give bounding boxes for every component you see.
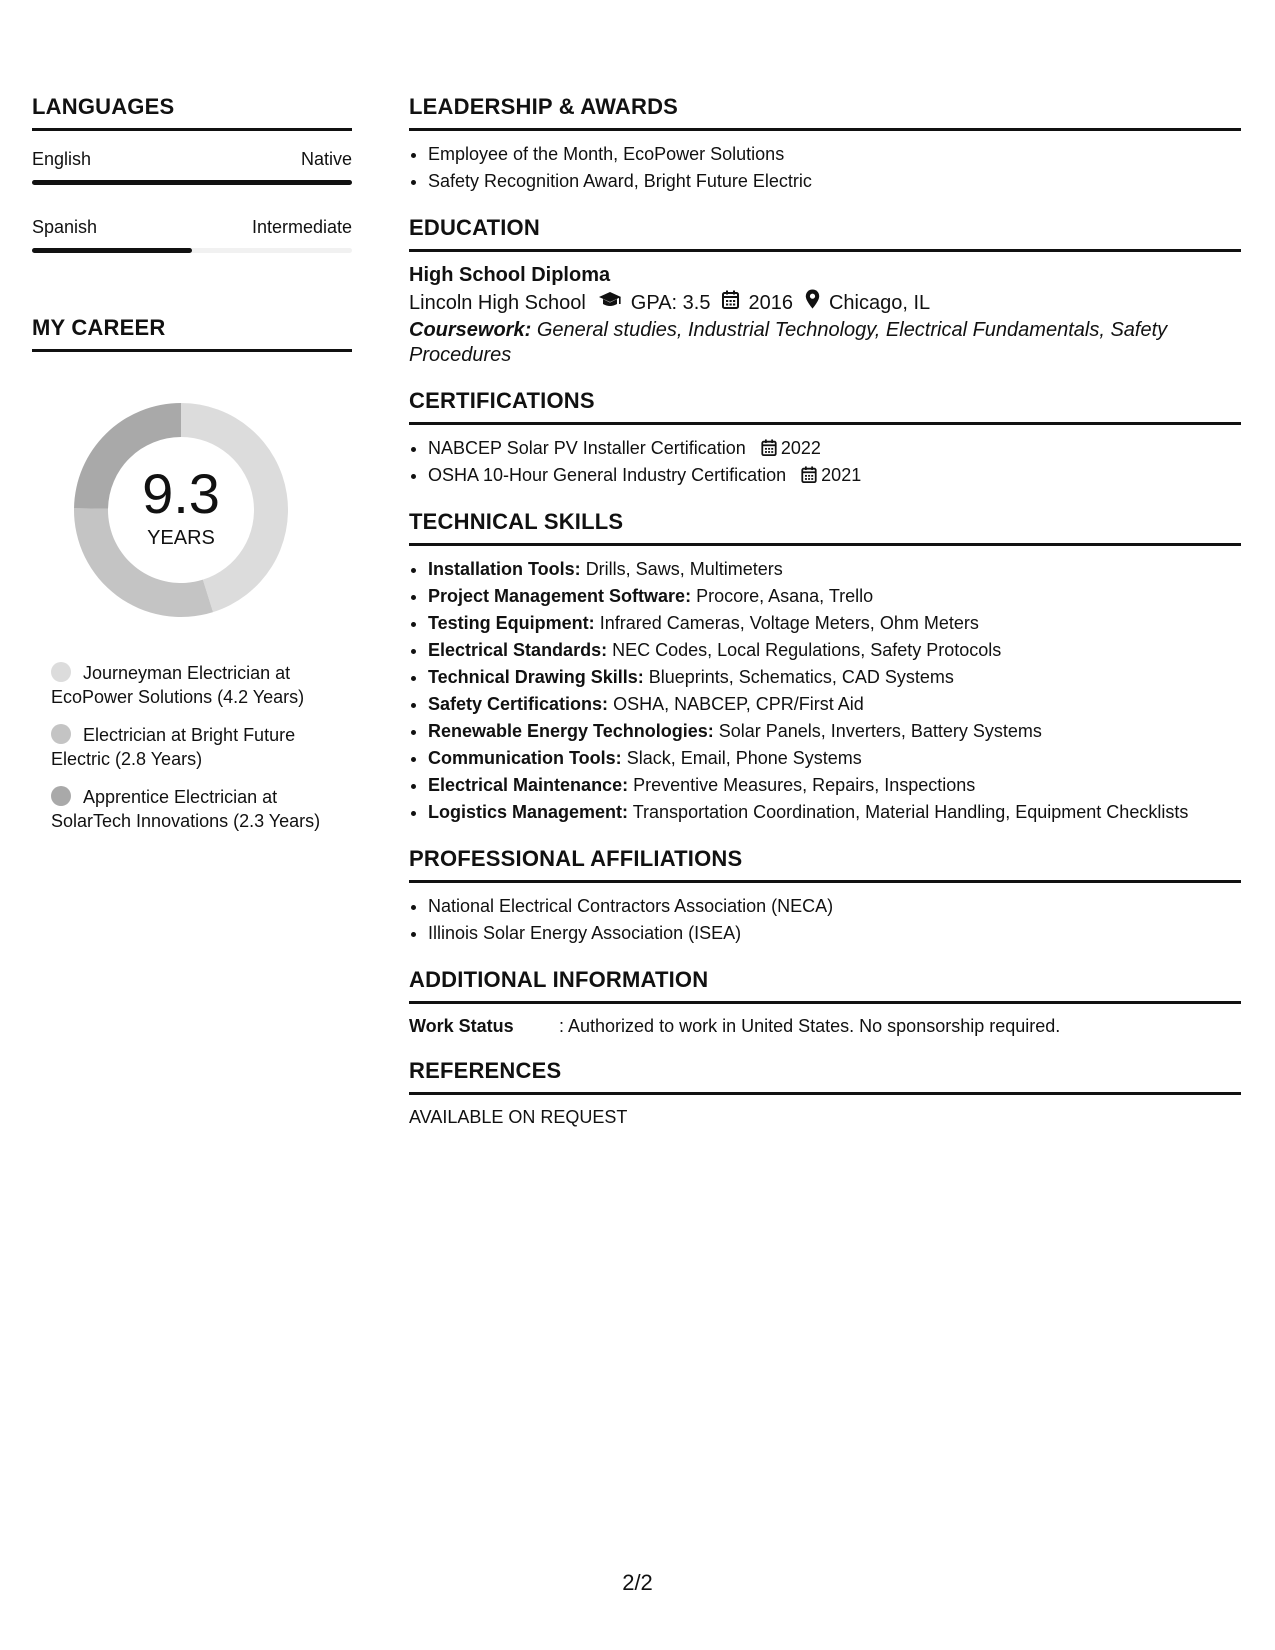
references-heading: REFERENCES: [409, 1058, 1241, 1095]
career-total-unit: YEARS: [147, 527, 215, 549]
skill-label: Logistics Management:: [428, 802, 629, 822]
skill-value: Slack, Email, Phone Systems: [626, 748, 862, 768]
language-proficiency-fill: [32, 180, 352, 185]
work-status-label: Work Status: [409, 1016, 514, 1036]
list-item: [428, 610, 1241, 637]
affiliations-heading: PROFESSIONAL AFFILIATIONS: [409, 846, 1241, 883]
legend-dot-icon: [51, 724, 71, 744]
certification-name: OSHA 10-Hour General Industry Certification: [428, 465, 787, 485]
list-item: [428, 718, 1241, 745]
language-proficiency-bar: [32, 180, 352, 185]
languages-list: [32, 147, 352, 253]
location-pin-icon: [805, 288, 820, 318]
graduation-cap-icon: [598, 288, 622, 318]
language-item: [32, 147, 352, 185]
additional-info-section: [409, 967, 1241, 1038]
list-item: [428, 462, 1241, 489]
certification-name: NABCEP Solar PV Installer Certification: [428, 438, 746, 458]
list-item: • Employee of the Month, EcoPower Solutions: [428, 141, 1241, 168]
career-legend-item: [51, 785, 331, 833]
list-item: [428, 772, 1241, 799]
languages-heading: LANGUAGES: [32, 94, 352, 131]
education-gpa: GPA: 3.5: [630, 292, 711, 314]
career-total-years: 9.3: [142, 462, 220, 525]
list-item: [428, 745, 1241, 772]
skill-value: Transportation Coordination, Material Handling, Equipment Checklists: [632, 802, 1189, 822]
additional-info-heading: ADDITIONAL INFORMATION: [409, 967, 1241, 1004]
calendar-icon: [801, 464, 817, 481]
list-item: [428, 637, 1241, 664]
certifications-heading: CERTIFICATIONS: [409, 388, 1241, 425]
skill-value: Procore, Asana, Trello: [696, 586, 874, 606]
education-coursework: [409, 318, 1241, 368]
list-item: • National Electrical Contractors Association (NECA): [428, 893, 1241, 920]
left-column: [32, 94, 352, 847]
education-heading: EDUCATION: [409, 215, 1241, 252]
calendar-icon: [722, 288, 739, 318]
education-section: [409, 215, 1241, 368]
leadership-heading: LEADERSHIP & AWARDS: [409, 94, 1241, 131]
coursework-text: General studies, Industrial Technology, Electrical Fundamentals, Safety Procedures: [409, 319, 1168, 366]
skill-label: Project Management Software:: [428, 586, 692, 606]
skill-label: Technical Drawing Skills:: [428, 667, 644, 687]
skills-heading: TECHNICAL SKILLS: [409, 509, 1241, 546]
certification-year: 2021: [821, 465, 862, 485]
language-level: Native: [300, 149, 352, 169]
skills-list: [409, 556, 1241, 826]
skill-label: Safety Certifications:: [428, 694, 609, 714]
career-job-label: Apprentice Electrician at SolarTech Innovations (2.3 Years): [51, 787, 321, 831]
right-column: [409, 94, 1241, 1149]
skill-label: Renewable Energy Technologies:: [428, 721, 714, 741]
references-text: AVAILABLE ON REQUEST: [409, 1107, 628, 1127]
list-item: [428, 435, 1241, 462]
skill-value: OSHA, NABCEP, CPR/First Aid: [613, 694, 864, 714]
skill-value: NEC Codes, Local Regulations, Safety Protocols: [612, 640, 1002, 660]
skill-label: Electrical Maintenance:: [428, 775, 629, 795]
calendar-icon: [761, 437, 777, 454]
list-item: [428, 583, 1241, 610]
list-item: • Illinois Solar Energy Association (ISEA): [428, 920, 1241, 947]
work-status-row: [409, 1014, 1241, 1038]
list-item: [428, 799, 1241, 826]
list-item: • Safety Recognition Award, Bright Future Electric: [428, 168, 1241, 195]
career-job-label: Electrician at Bright Future Electric (2.8 Years): [51, 725, 296, 769]
education-location: Chicago, IL: [828, 292, 931, 314]
language-level: Intermediate: [251, 217, 352, 237]
page-number: 2/2: [622, 1570, 653, 1595]
skill-value: Preventive Measures, Repairs, Inspections: [633, 775, 976, 795]
affiliations-list: [409, 893, 1241, 947]
skill-value: Solar Panels, Inverters, Battery Systems: [718, 721, 1042, 741]
skills-section: [409, 509, 1241, 826]
skill-label: Testing Equipment:: [428, 613, 595, 633]
skill-label: Communication Tools:: [428, 748, 622, 768]
skill-value: Infrared Cameras, Voltage Meters, Ohm Meters: [599, 613, 979, 633]
coursework-label: Coursework:: [409, 319, 532, 341]
education-school: Lincoln High School: [409, 292, 586, 314]
career-legend-item: [51, 661, 331, 709]
career-legend-item: [51, 723, 331, 771]
legend-dot-icon: [51, 662, 71, 682]
certification-year: 2022: [780, 438, 821, 458]
list-item: [428, 664, 1241, 691]
language-name: English: [32, 149, 92, 169]
legend-dot-icon: [51, 786, 71, 806]
leadership-section: [409, 94, 1241, 195]
references-section: [409, 1058, 1241, 1129]
skill-value: Drills, Saws, Multimeters: [585, 559, 783, 579]
certifications-section: [409, 388, 1241, 489]
language-proficiency-bar: [32, 248, 352, 253]
career-donut-chart: [66, 395, 296, 625]
education-details: [409, 288, 1241, 318]
list-item: [428, 556, 1241, 583]
work-status-value: : Authorized to work in United States. No sponsorship required.: [559, 1016, 1061, 1036]
leadership-list: [409, 141, 1241, 195]
language-proficiency-fill: [32, 248, 192, 253]
skill-label: Electrical Standards:: [428, 640, 608, 660]
career-job-label: Journeyman Electrician at EcoPower Solutions (4.2 Years): [51, 663, 305, 707]
certifications-list: [409, 435, 1241, 489]
language-name: Spanish: [32, 217, 98, 237]
list-item: [428, 691, 1241, 718]
career-heading: MY CAREER: [32, 315, 352, 352]
education-degree: High School Diploma: [409, 264, 611, 286]
education-year: 2016: [748, 292, 793, 314]
skill-value: Blueprints, Schematics, CAD Systems: [648, 667, 954, 687]
career-legend: [32, 661, 331, 833]
language-item: [32, 215, 352, 253]
skill-label: Installation Tools:: [428, 559, 581, 579]
affiliations-section: [409, 846, 1241, 947]
